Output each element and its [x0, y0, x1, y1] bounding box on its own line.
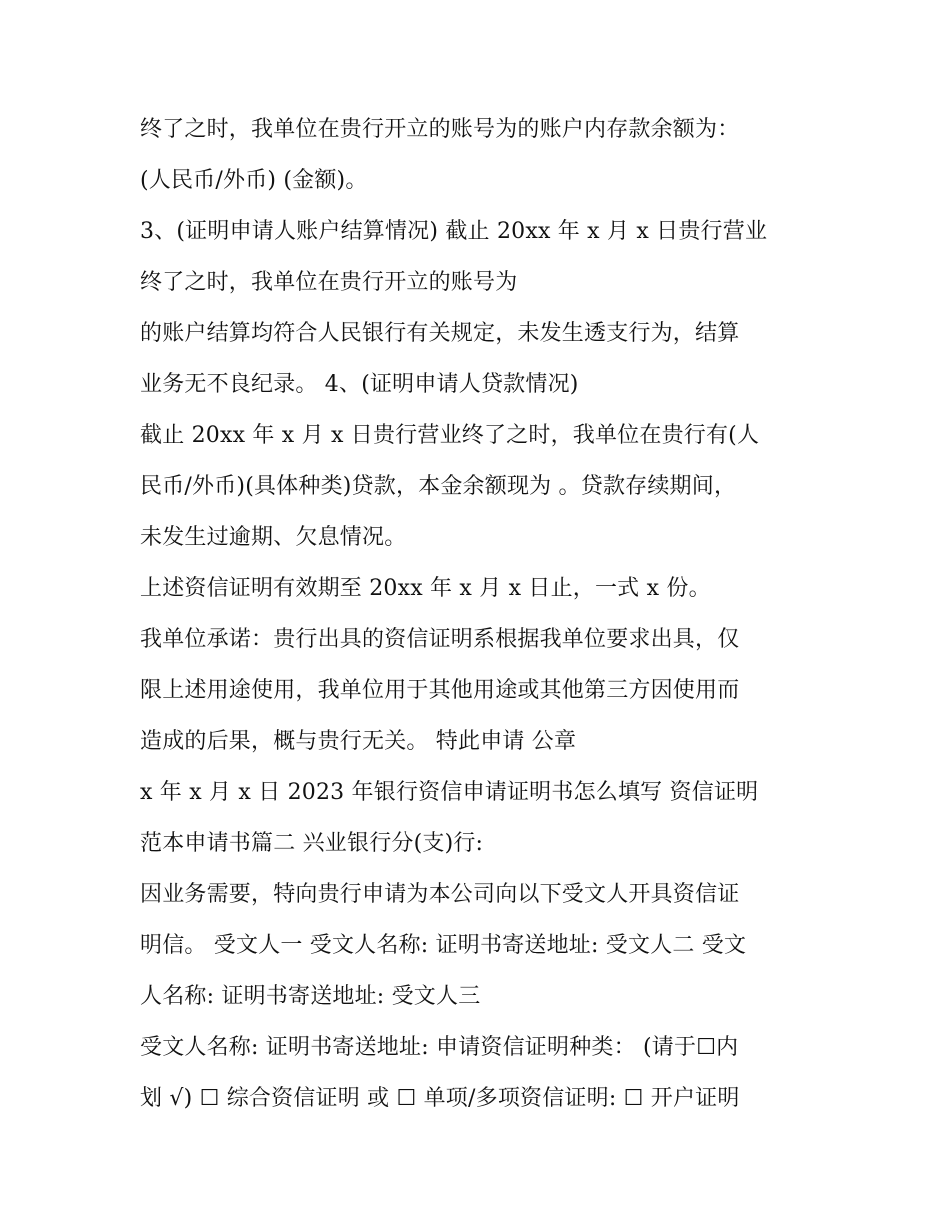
text-line: (人民币/外币) (金额)。: [140, 168, 368, 193]
text-line: 明信。 受文人一 受文人名称: 证明书寄送地址: 受文人二 受文: [140, 933, 747, 958]
text-line: 上述资信证明有效期至 20xx 年 x 月 x 日止，一式 x 份。: [140, 576, 711, 601]
text-line: 因业务需要，特向贵行申请为本公司向以下受文人开具资信证: [140, 882, 740, 907]
text-line: 我单位承诺：贵行出具的资信证明系根据我单位要求出具，仅: [140, 627, 740, 652]
text-line: 未发生过逾期、欠息情况。: [140, 525, 407, 550]
text-line: 民币/外币)(具体种类)贷款，本金余额现为 。贷款存续期间，: [140, 474, 737, 499]
text-line: 业务无不良纪录。 4、(证明申请人贷款情况): [140, 372, 579, 397]
text-line: 截止 20xx 年 x 月 x 日贵行营业终了之时，我单位在贵行有(人: [140, 423, 760, 448]
text-line: 受文人名称: 证明书寄送地址: 申请资信证明种类： (请于☐内: [140, 1035, 739, 1060]
text-line: 范本申请书篇二 兴业银行分(支)行:: [140, 831, 484, 856]
text-line: 限上述用途使用，我单位用于其他用途或其他第三方因使用而: [140, 678, 740, 703]
text-line: x 年 x 月 x 日 2023 年银行资信申请证明书怎么填写 资信证明: [140, 780, 759, 805]
text-line: 终了之时，我单位在贵行开立的账号为: [140, 270, 518, 295]
text-line: 造成的后果，概与贵行无关。 特此申请 公章: [140, 729, 577, 754]
text-line: 划 √) ☐ 综合资信证明 或 ☐ 单项/多项资信证明: ☐ 开户证明: [140, 1086, 740, 1111]
text-line: 3、(证明申请人账户结算情况) 截止 20xx 年 x 月 x 日贵行营业: [140, 219, 768, 244]
text-line: 终了之时，我单位在贵行开立的账号为的账户内存款余额为：: [140, 117, 740, 142]
document-body: [140, 104, 830, 1124]
text-line: 的账户结算均符合人民银行有关规定，未发生透支行为，结算: [140, 321, 740, 346]
text-line: 人名称: 证明书寄送地址: 受文人三: [140, 984, 481, 1009]
